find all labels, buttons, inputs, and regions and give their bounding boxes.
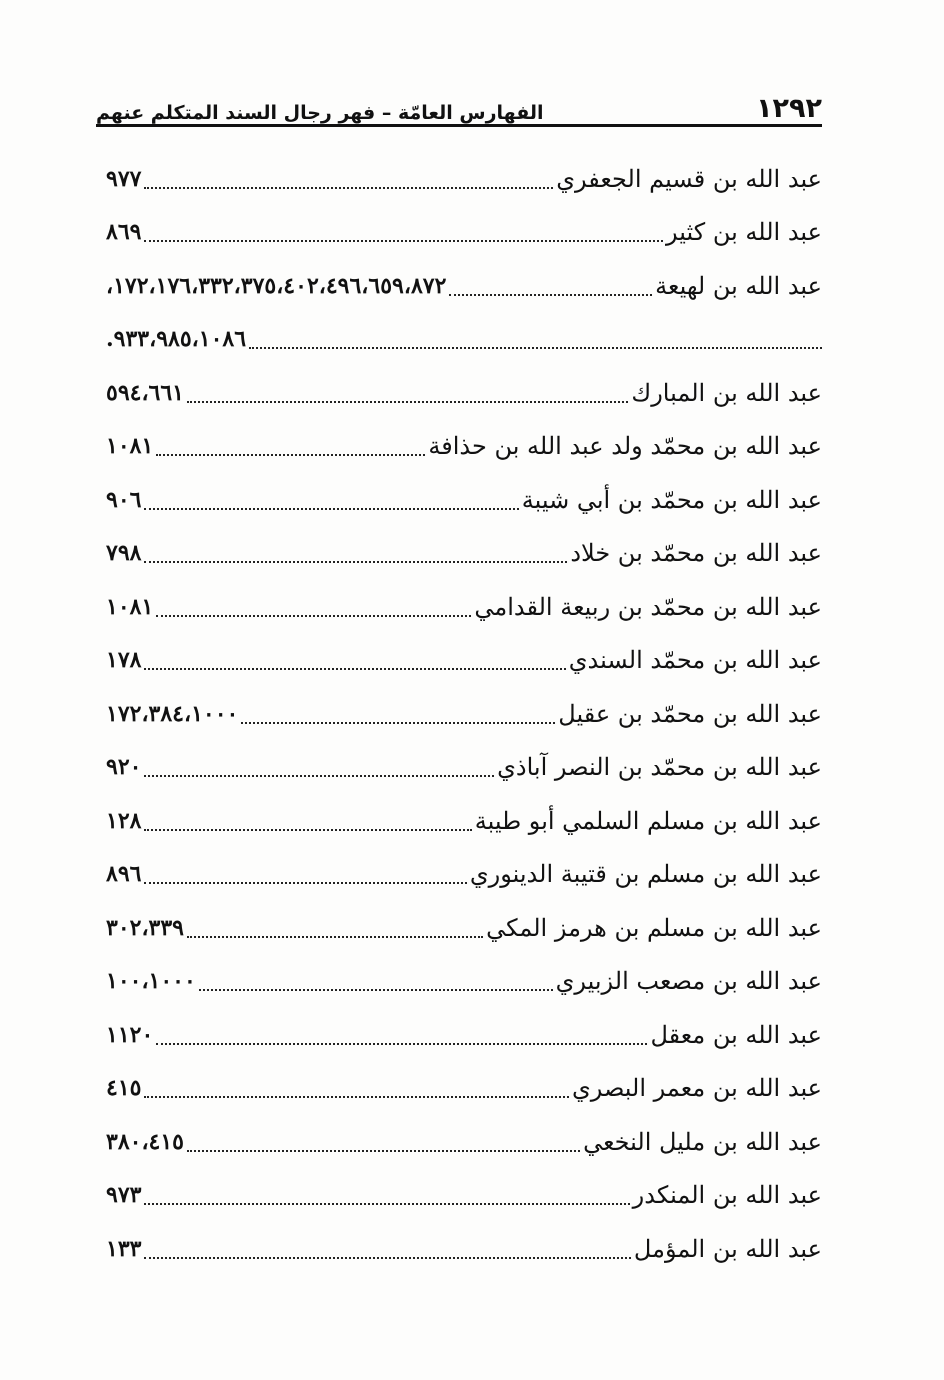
entry-name: عبد الله بن مليل النخعي — [583, 1127, 822, 1156]
entry-name: عبد الله بن كثير — [666, 218, 822, 247]
leader-dots — [249, 347, 822, 349]
entry-pages: ١٢٨ — [106, 807, 142, 834]
entry-pages: ٣٠٢،٣٣٩ — [106, 914, 184, 941]
leader-dots — [144, 775, 494, 777]
running-title: الفهارس العامّة – فهر رجال السند المتكلم عنهم — [96, 102, 544, 124]
entry-name: عبد الله بن المؤمل — [633, 1234, 822, 1263]
index-entry — [106, 206, 822, 260]
index-entry — [106, 634, 822, 688]
index-list — [106, 152, 822, 1276]
leader-dots — [187, 401, 628, 403]
entry-pages: ٨٦٩ — [106, 219, 142, 246]
entry-name: عبد الله بن محمّد بن أبي شيبة — [521, 485, 822, 514]
index-entry — [106, 1115, 822, 1169]
entry-pages: ١٧٢،١٧٦،٣٣٢،٣٧٥،٤٠٢،٤٩٦،٦٥٩،٨٧٢، — [106, 272, 447, 299]
entry-name: عبد الله بن المنكدر — [632, 1181, 822, 1210]
index-entry — [106, 580, 822, 634]
leader-dots — [144, 668, 565, 670]
entry-name: عبد الله بن محمّد بن خلاد — [570, 539, 822, 568]
index-entry — [106, 420, 822, 474]
leader-dots — [449, 294, 652, 296]
entry-name: عبد الله بن مسلم السلمي أبو طيبة — [474, 806, 822, 835]
page-header — [96, 88, 822, 124]
entry-name: عبد الله بن مصعب الزبيري — [555, 967, 822, 996]
entry-pages: ١١٢٠ — [106, 1021, 154, 1048]
leader-dots — [144, 240, 663, 242]
leader-dots — [144, 508, 518, 510]
leader-dots — [144, 1203, 629, 1205]
index-entry — [106, 1222, 822, 1276]
entry-pages: ٩٧٣ — [106, 1182, 142, 1209]
leader-dots — [156, 454, 425, 456]
entry-name: عبد الله بن محمّد بن النصر آباذي — [497, 753, 822, 782]
entry-pages: ٣٨٠،٤١٥ — [106, 1128, 184, 1155]
leader-dots — [144, 829, 471, 831]
entry-name: عبد الله بن مسلم بن هرمز المكي — [486, 913, 822, 942]
entry-pages: ٨٩٦ — [106, 861, 142, 888]
entry-pages: ١٣٣ — [106, 1235, 142, 1262]
entry-pages: ١٠٨١ — [106, 433, 154, 460]
index-entry — [106, 1008, 822, 1062]
entry-pages: ٧٩٨ — [106, 540, 142, 567]
entry-name: عبد الله بن محمّد ولد عبد الله بن حذافة — [428, 432, 822, 461]
leader-dots — [241, 722, 555, 724]
index-entry — [106, 1169, 822, 1223]
entry-pages: ١٧٢،٣٨٤،١٠٠٠ — [106, 700, 239, 727]
entry-pages: ٩٧٧ — [106, 165, 142, 192]
entry-pages: ٩٢٠ — [106, 754, 142, 781]
header-rule — [96, 124, 822, 127]
index-entry — [106, 259, 822, 313]
leader-dots — [187, 936, 483, 938]
index-entry — [106, 794, 822, 848]
index-entry — [106, 848, 822, 902]
entry-name: عبد الله بن محمّد بن ربيعة القدامي — [474, 592, 822, 621]
leader-dots — [144, 187, 553, 189]
entry-name: عبد الله بن لهيعة — [655, 271, 822, 300]
entry-pages: ٩٣٣،٩٨٥،١٠٨٦. — [106, 326, 247, 353]
entry-name: عبد الله بن معقل — [650, 1020, 822, 1049]
entry-pages: ٥٩٤،٦٦١ — [106, 379, 184, 406]
entry-pages: ١٠٨١ — [106, 593, 154, 620]
index-entry — [106, 687, 822, 741]
leader-dots — [156, 615, 471, 617]
index-entry — [106, 473, 822, 527]
entry-name: عبد الله بن محمّد السندي — [568, 646, 822, 675]
index-entry-continuation — [106, 313, 822, 367]
leader-dots — [199, 989, 553, 991]
index-entry — [106, 152, 822, 206]
index-entry — [106, 1062, 822, 1116]
index-entry — [106, 901, 822, 955]
entry-pages: ١٧٨ — [106, 647, 142, 674]
leader-dots — [144, 882, 466, 884]
page-number: ١٢٩٢ — [756, 93, 822, 124]
leader-dots — [144, 561, 567, 563]
entry-name: عبد الله بن قسيم الجعفري — [556, 164, 822, 193]
entry-pages: ٩٠٦ — [106, 486, 142, 513]
leader-dots — [187, 1150, 580, 1152]
entry-name: عبد الله بن محمّد بن عقيل — [558, 699, 822, 728]
index-entry — [106, 527, 822, 581]
index-entry — [106, 366, 822, 420]
index-entry — [106, 955, 822, 1009]
entry-pages: ١٠٠،١٠٠٠ — [106, 968, 196, 995]
entry-name: عبد الله بن معمر البصري — [571, 1074, 822, 1103]
leader-dots — [156, 1043, 647, 1045]
leader-dots — [144, 1096, 569, 1098]
entry-pages: ٤١٥ — [106, 1075, 142, 1102]
entry-name: عبد الله بن مسلم بن قتيبة الدينوري — [469, 860, 822, 889]
leader-dots — [144, 1257, 630, 1259]
index-entry — [106, 741, 822, 795]
entry-name: عبد الله بن المبارك — [631, 378, 822, 407]
